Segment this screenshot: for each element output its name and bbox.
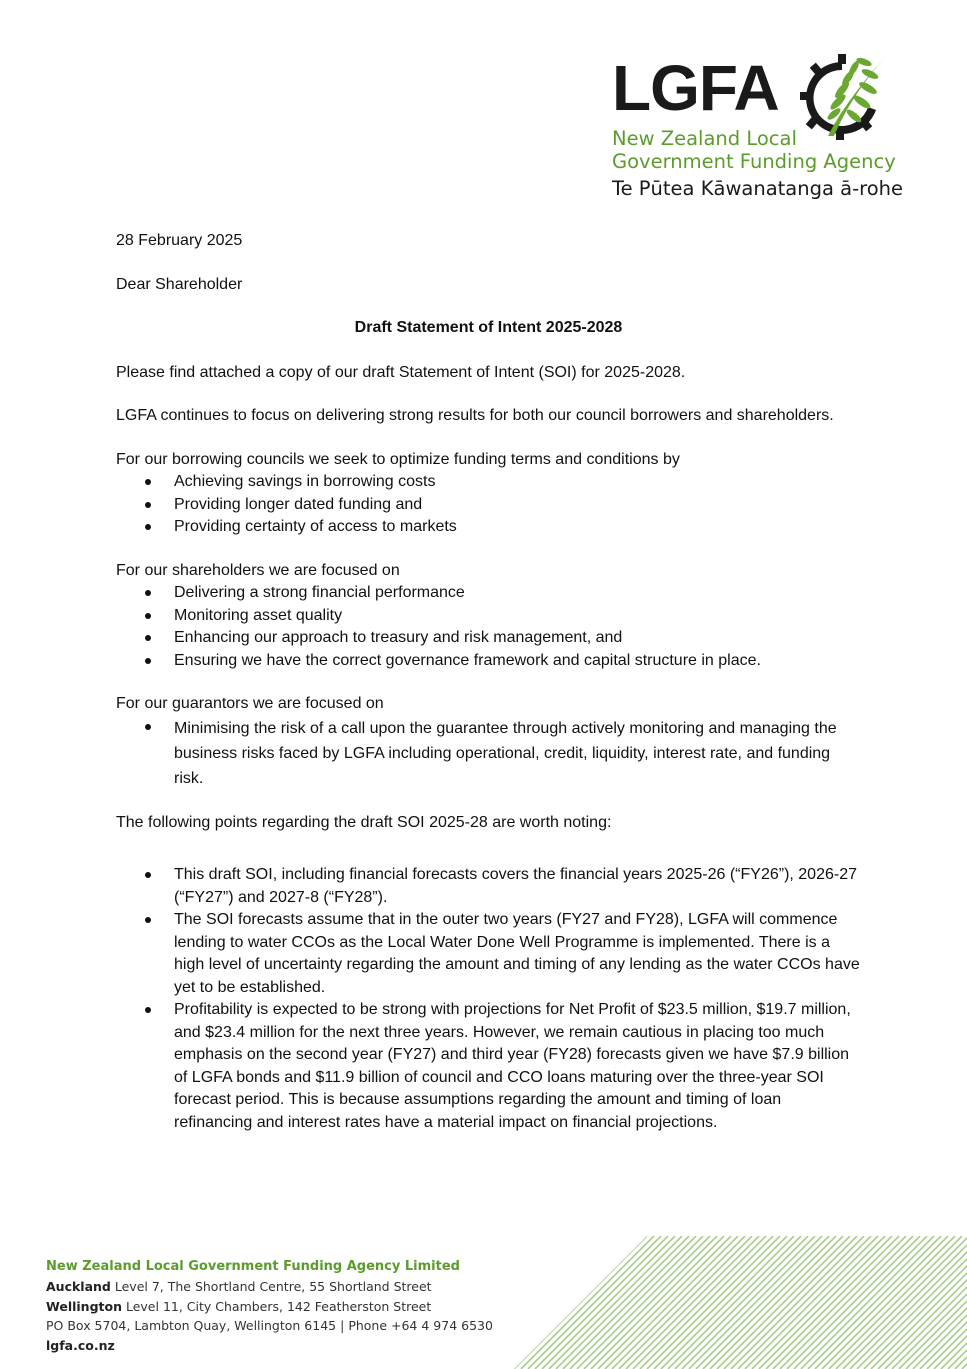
hatch-line [514, 1236, 577, 1369]
footer-phone: Phone +64 4 974 6530 [348, 1318, 493, 1333]
logo-tagline-1: New Zealand Local [612, 127, 797, 150]
logo-maori-name: Te Pūtea Kāwanatanga ā-rohe [612, 177, 903, 200]
list-item: Minimising the risk of a call upon the guarantee through actively monitoring and managing the business risks faced by LGFA including operational, credit, liquidity, interest rate, and funding risk. [116, 716, 861, 791]
shareholders-intro: For our shareholders we are focused on [116, 561, 400, 579]
hatch-line [577, 1236, 710, 1369]
footer-wellington-address: Level 11, City Chambers, 142 Featherston Street [125, 1298, 432, 1314]
hatch-line [682, 1236, 815, 1369]
list-item: Ensuring we have the correct governance framework and capital structure in place. [116, 650, 861, 673]
footer-divider: | [340, 1318, 345, 1333]
list-item: Providing certainty of access to markets [116, 516, 861, 539]
list-item: The SOI forecasts assume that in the outer two years (FY27 and FY28), LGFA will commence lending to water CCOs as the Local Water Done Well Programme is implemented. There is a high level of uncertainty regarding the amount and timing of any lending as the water CCOs have yet to be established. [116, 909, 861, 999]
list-item: Achieving savings in borrowing costs [116, 471, 861, 494]
hatch-line [829, 1236, 962, 1369]
hatch-line [556, 1236, 689, 1369]
hatch-line [675, 1236, 808, 1369]
hatch-line [591, 1236, 724, 1369]
hatch-line [640, 1236, 773, 1369]
councils-list [116, 471, 861, 539]
list-item: Monitoring asset quality [116, 605, 861, 628]
guarantors-list [116, 716, 861, 791]
list-item: Delivering a strong financial performance [116, 582, 861, 605]
intro-paragraph: Please find attached a copy of our draft Statement of Intent (SOI) for 2025-2028. [116, 363, 686, 381]
hatch-line [514, 1236, 591, 1369]
notes-list [116, 864, 861, 1134]
hatch-line [535, 1236, 668, 1369]
footer-company: New Zealand Local Government Funding Agency Limited [46, 1259, 460, 1274]
hatch-line [605, 1236, 738, 1369]
footer-auckland-label: Auckland [46, 1279, 111, 1294]
letterhead-footer [46, 1256, 526, 1355]
list-item: Enhancing our approach to treasury and risk management, and [116, 627, 861, 650]
logo-wordmark: LGFA [612, 52, 779, 124]
hatch-line [710, 1236, 843, 1369]
footer-wellington [46, 1297, 526, 1317]
hatch-line [822, 1236, 955, 1369]
footer-website[interactable]: lgfa.co.nz [46, 1337, 115, 1353]
hatch-line [514, 1236, 605, 1369]
hatch-line [598, 1236, 731, 1369]
hatch-line [514, 1236, 549, 1369]
hatch-line [521, 1236, 654, 1369]
hatch-line [514, 1236, 647, 1369]
hatch-line [689, 1236, 822, 1369]
hatch-line [808, 1236, 941, 1369]
list-item: This draft SOI, including financial forecasts covers the financial years 2025-26 (“FY26”), 2026-27 (“FY27”) and 2027-8 (“FY28”). [116, 864, 861, 909]
hatch-line [549, 1236, 682, 1369]
hatch-line [661, 1236, 794, 1369]
hatch-line [668, 1236, 801, 1369]
logo-tagline-2: Government Funding Agency [612, 150, 896, 173]
focus-paragraph: LGFA continues to focus on delivering strong results for both our council borrowers and shareholders. [116, 407, 834, 424]
hatch-line [584, 1236, 717, 1369]
hatch-line [745, 1236, 878, 1369]
hatch-line [787, 1236, 920, 1369]
lgfa-logo [612, 50, 912, 200]
hatch-line [801, 1236, 934, 1369]
hatch-line [815, 1236, 948, 1369]
hatch-line [752, 1236, 885, 1369]
footer-auckland [46, 1277, 526, 1297]
hatch-line [766, 1236, 899, 1369]
hatch-line [619, 1236, 752, 1369]
letter-date: 28 February 2025 [116, 232, 243, 249]
hatch-line [717, 1236, 850, 1369]
notes-intro: The following points regarding the draft SOI 2025-28 are worth noting: [116, 813, 612, 831]
list-item: Providing longer dated funding and [116, 494, 861, 517]
footer-wellington-label: Wellington [46, 1298, 122, 1314]
guarantors-intro: For our guarantors we are focused on [116, 695, 384, 712]
hatch-line [626, 1236, 759, 1369]
hatch-line [724, 1236, 857, 1369]
salutation: Dear Shareholder [116, 275, 243, 293]
hatch-line [696, 1236, 829, 1369]
letter-title: Draft Statement of Intent 2025-2028 [354, 319, 623, 336]
hatch-line [731, 1236, 864, 1369]
hatch-line [654, 1236, 787, 1369]
hatch-line [738, 1236, 871, 1369]
fern-cog-icon [798, 52, 890, 142]
hatch-line [514, 1236, 542, 1369]
hatch-line [563, 1236, 696, 1369]
hatch-line [633, 1236, 766, 1369]
hatch-line [514, 1236, 521, 1369]
hatch-line [703, 1236, 836, 1369]
hatch-line [514, 1236, 535, 1369]
councils-intro: For our borrowing councils we seek to optimize funding terms and conditions by [116, 450, 680, 468]
hatch-line [612, 1236, 745, 1369]
hatch-line [773, 1236, 906, 1369]
footer-postal: PO Box 5704, Lambton Quay, Wellington 6145 [46, 1318, 337, 1333]
letter-body [116, 230, 861, 1155]
hatch-line [780, 1236, 913, 1369]
list-item: Profitability is expected to be strong with projections for Net Profit of $23.5 million, $19.7 million, and $23.4 million for the next three years. However, we remain cautious in placing too much emphasis on the second year (FY27) and third year (FY28) forecasts given we have $7.9 billion of LGFA bonds and $11.9 billion of council and CCO loans maturing over the three-year SOI forecast period. This is because assumptions regarding the amount and timing of loan refinancing and interest rates have a material impact on financial projections. [116, 999, 861, 1134]
footer-contact [46, 1316, 526, 1336]
hatch-line [542, 1236, 675, 1369]
hatch-line [528, 1236, 661, 1369]
hatch-line [794, 1236, 927, 1369]
footer-auckland-address: Level 7, The Shortland Centre, 55 Shortland Street [114, 1279, 432, 1294]
hatch-line [759, 1236, 892, 1369]
shareholders-list [116, 582, 861, 672]
hatch-line [570, 1236, 703, 1369]
hatch-line [514, 1236, 528, 1369]
decorative-hatch-pattern [514, 1236, 967, 1369]
hatch-line [647, 1236, 780, 1369]
